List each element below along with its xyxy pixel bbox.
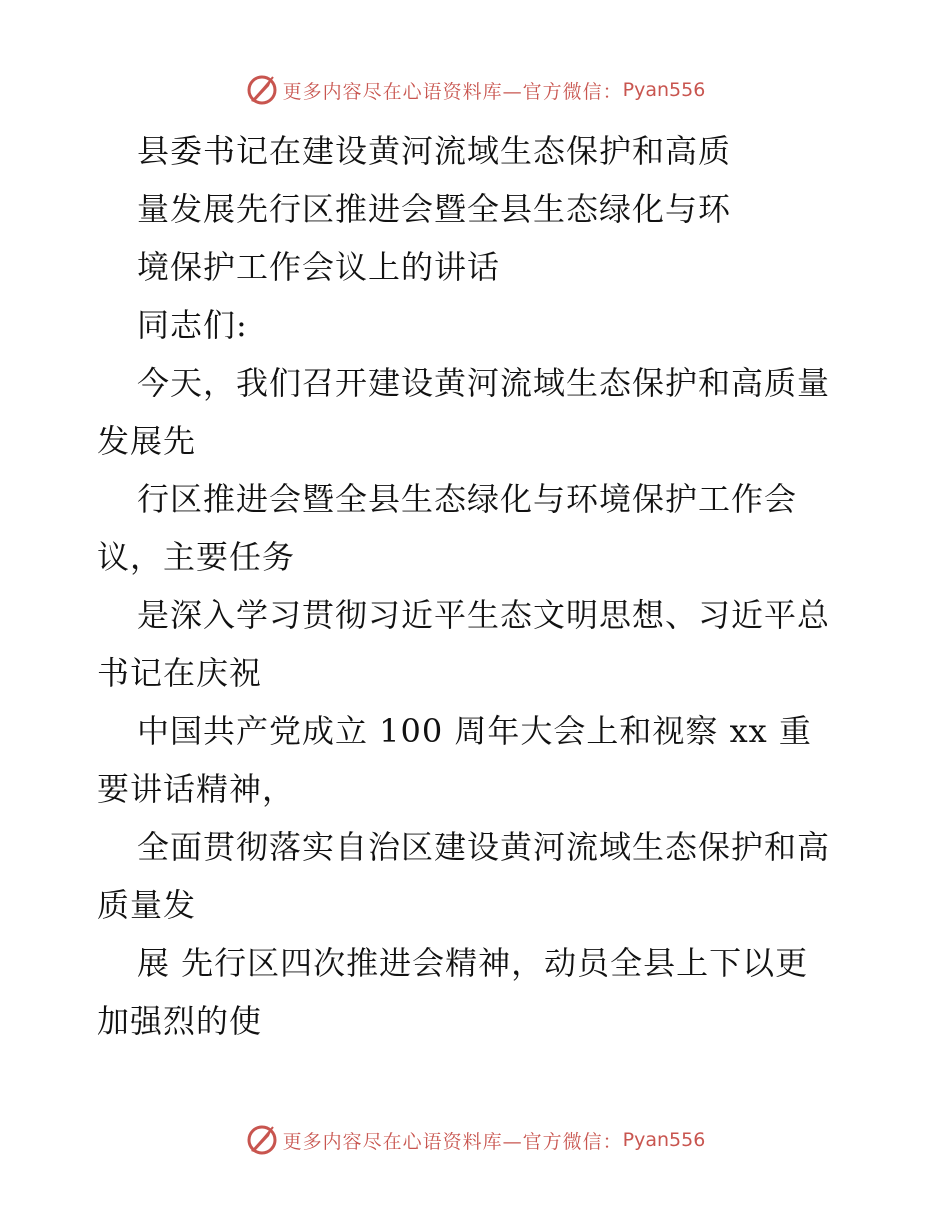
salutation: 同志们: xyxy=(137,306,248,344)
paragraph-line: 书记在庆祝 xyxy=(97,654,263,692)
paragraph-line: 质量发 xyxy=(97,886,197,924)
quill-pen-logo-icon xyxy=(245,1123,279,1157)
footer-watermark xyxy=(0,1120,950,1160)
watermark-text: 更多内容尽在心语资料库—官方微信： xyxy=(282,1130,623,1153)
paragraph-line: 展 先行区四次推进会精神，动员全县上下以更 xyxy=(137,944,809,982)
paragraph-line: 发展先 xyxy=(97,422,197,460)
title-line-2: 量发展先行区推进会暨全县生态绿化与环 xyxy=(137,190,732,228)
paragraph-line: 行区推进会暨全县生态绿化与环境保护工作会 xyxy=(137,480,798,518)
document-body xyxy=(97,122,857,1050)
paragraph-line: 加强烈的使 xyxy=(97,1002,263,1040)
paragraph-line: 是深入学习贯彻习近平生态文明思想、习近平总 xyxy=(137,596,831,634)
title-line-1: 县委书记在建设黄河流域生态保护和高质 xyxy=(137,132,732,170)
title-line-3: 境保护工作会议上的讲话 xyxy=(137,248,501,286)
wechat-id: Pyan556 xyxy=(622,79,706,101)
paragraph-line: 全面贯彻落实自治区建设黄河流域生态保护和高 xyxy=(137,828,831,866)
paragraph-line: 中国共产党成立 100 周年大会上和视察 xx 重 xyxy=(137,712,812,750)
header-watermark xyxy=(0,70,950,110)
paragraph-line: 今天，我们召开建设黄河流域生态保护和高质量 xyxy=(137,364,831,402)
quill-pen-logo-icon xyxy=(245,73,279,107)
paragraph-line: 议，主要任务 xyxy=(97,538,296,576)
watermark-text: 更多内容尽在心语资料库—官方微信： xyxy=(282,80,623,103)
wechat-id: Pyan556 xyxy=(622,1129,706,1151)
paragraph-line: 要讲话精神， xyxy=(97,770,296,808)
